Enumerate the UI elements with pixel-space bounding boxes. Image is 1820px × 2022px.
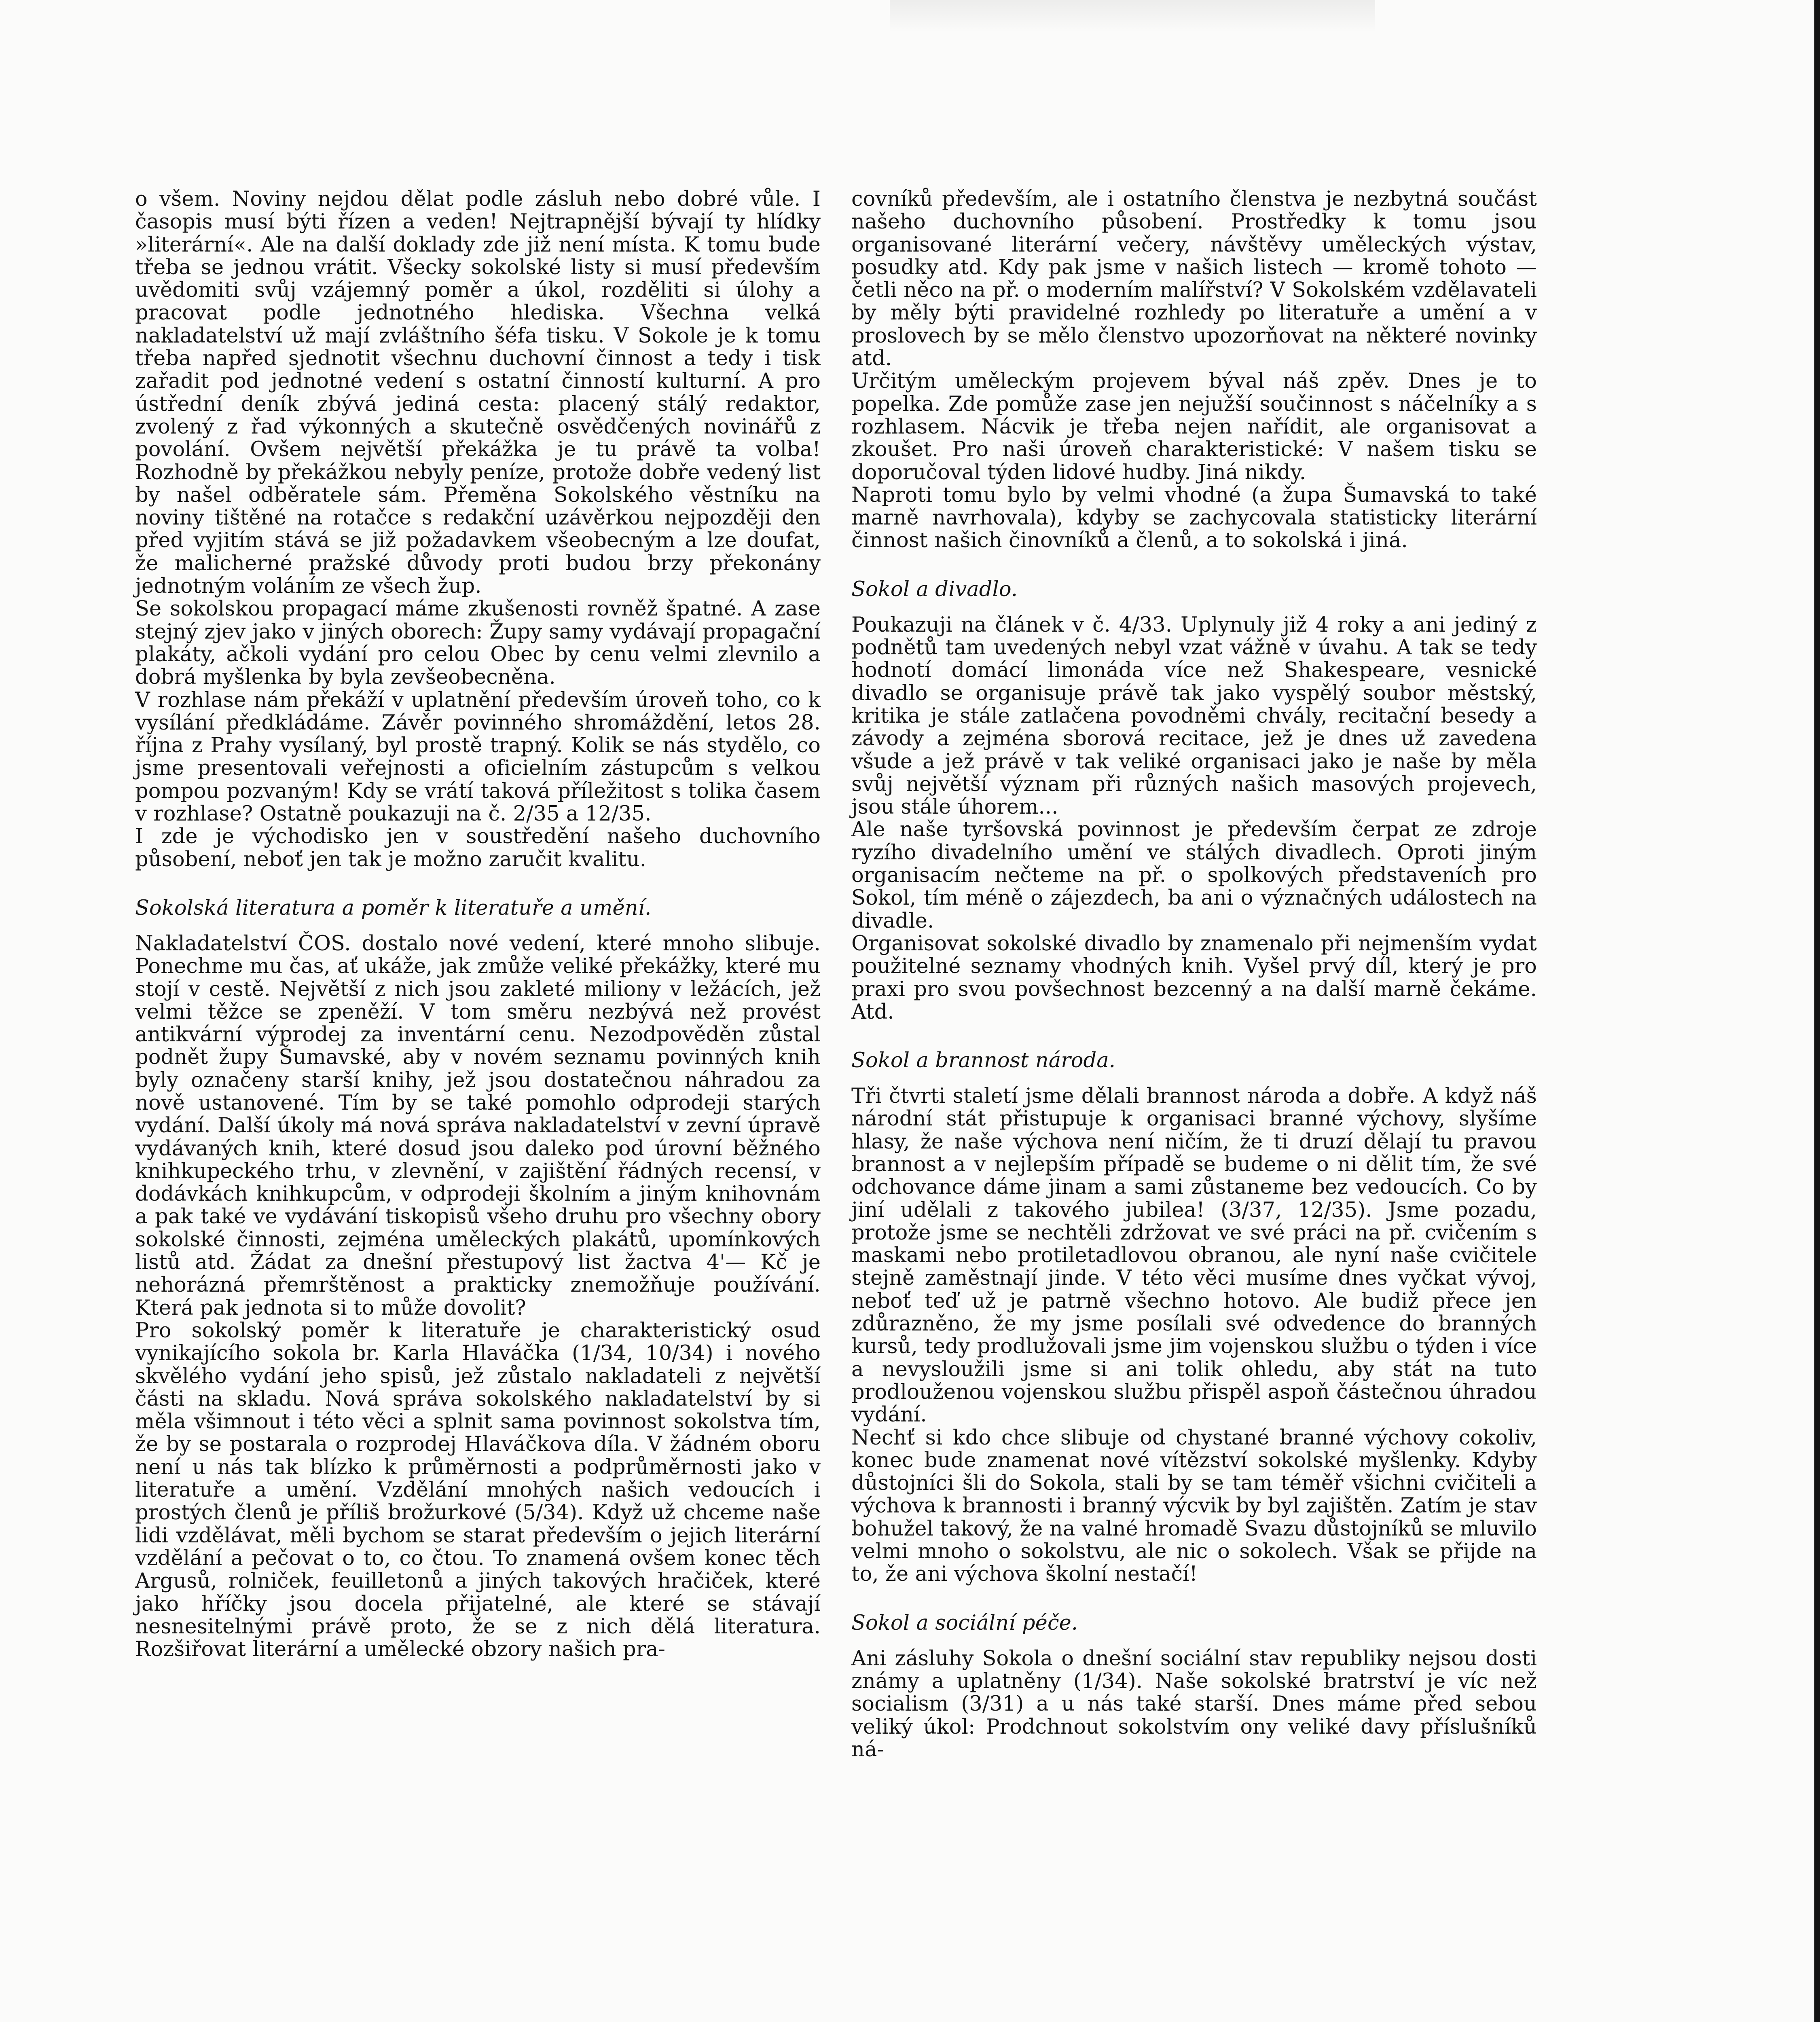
- left-column: [135, 188, 821, 1661]
- section-heading: Sokol a sociální péče.: [851, 1611, 1078, 1635]
- paragraph: o všem. Noviny nejdou dělat podle zásluh nebo dobré vůle. I časopis musí býti řízen a veden! Nejtrapnější bývají ty hlídky »literární«. Ale na další doklady zde již není místa. K tomu bude třeba se jednou vrátit. Všecky sokolské listy si musí především uvědomiti svůj vzájemný poměr a úkol, rozděliti si úlohy a pracovat podle jednotného hlediska. Všechna velká nakladatelství už mají zvláštního šéfa tisku. V Sokole je k tomu třeba napřed sjednotit všechnu duchovní činnost a tedy i tisk zařadit pod jednotné vedení s ostatní činností kulturní. A pro ústřední deník zbývá jediná cesta: placený stálý redaktor, zvolený z řad výkonných a skutečně osvědčených novinářů z povolání. Ovšem největší překážka je tu právě ta volba! Rozhodně by překážkou nebyly peníze, protože dobře vedený list by našel odběratele sám. Přeměna Sokolského věstníku na noviny tištěné na rotačce s redakční uzávěrkou nejpozději den před vyjitím stává se již požadavkem všeobecným a lze doufat, že malicherné pražské důvody proti budou brzy překonány jednotným voláním ze všech žup.: [135, 187, 821, 599]
- paragraph: Nakladatelství ČOS. dostalo nové vedení, které mnoho slibuje. Ponechme mu čas, ať ukáže, jak zmůže veliké překážky, které mu stojí v cestě. Největší z nich jsou zakleté miliony v ležácích, jež velmi těžce se zpeněží. V tom směru nezbývá než provést antikvární výprodej za inventární cenu. Nezodpověděn zůstal podnět župy Šumavské, aby v novém seznamu povinných knih byly označeny starší knihy, jež jsou dostatečnou náhradou za nově ustanovené. Tím by se také pomohlo odprodeji starých vydání. Další úkoly má nová správa nakladatelství v zevní úpravě vydávaných knih, které dosud jsou daleko pod úrovní běžného knihkupeckého trhu, v zlevnění, v zajištění řádných recensí, v dodávkách knihkupcům, v odprodeji školním a jiným knihovnám a pak také ve vydávání tiskopisů všeho druhu pro všechny obory sokolské činnosti, zejména uměleckých plakátů, upomínkových listů atd. Žádat za dnešní přestupový list žactva 4'— Kč je nehorázná přemrštěnost a prakticky znemožňuje používání. Která pak jednota si to může dovolit?: [135, 931, 821, 1320]
- paragraph: I zde je východisko jen v soustředění našeho duchovního působení, neboť jen tak je možno zaručit kvalitu.: [135, 825, 821, 871]
- paragraph: Určitým uměleckým projevem býval náš zpěv. Dnes je to popelka. Zde pomůže zase jen nejužší součinnost s náčelníky a s rozhlasem. Nácvik je třeba nejen nařídit, ale organisovat a zkoušet. Pro naši úroveň charakteristické: V našem tisku se doporučoval týden lidové hudby. Jiná nikdy.: [851, 369, 1537, 484]
- paragraph: Tři čtvrti staletí jsme dělali brannost národa a dobře. A když náš národní stát přistupuje k organisaci branné výchovy, slyšíme hlasy, že naše výchova není ničím, že ti druzí dělají tu pravou brannost a v nejlepším případě se budeme o ni dělit tím, že své odchovance dáme jinam a sami zůstaneme bez vedoucích. Co by jiní udělali z takového jubilea! (3/37, 12/35). Jsme pozadu, protože jsme se nechtěli zdržovat ve své práci na př. cvičením s maskami nebo protiletadlovou obranou, ale nyní naše cvičitele stejně zaměstnají jinde. V této věci musíme dnes vyčkat vývoj, neboť teď už je patrně všechno hotovo. Ale budiž přece jen zdůrazněno, že my jsme posílali své odvedence do branných kursů, tedy prodlužovali jsme jim vojenskou službu o týden i více a nevysloužili jsme si ani tolik ohledu, aby stát na tuto prodlouženou vojenskou službu přispěl aspoň částečnou úhradou vydání.: [851, 1084, 1537, 1427]
- paragraph: Pro sokolský poměr k literatuře je charakteristický osud vynikajícího sokola br. Karla Hlaváčka (1/34, 10/34) i nového skvělého vydání jeho spisů, jež zůstalo nakladateli z největší části na skladu. Nová správa sokolského nakladatelství by si měla všimnout i této věci a splnit sama povinnost sokolstva tím, že by se postarala o rozprodej Hlaváčkova díla. V žádném oboru není u nás tak blízko k průměrnosti a podprůměrnosti jako v literatuře a umění. Vzdělání mnohých našich vedoucích i prostých členů je příliš brožurkové (5/34). Když už chceme naše lidi vzdělávat, měli bychom se starat především o jejich literární vzdělání a pečovat o to, co čtou. To znamená ovšem konec těch Argusů, rolniček, feuilletonů a jiných takových hračiček, které jako hříčky jsou docela přijatelné, ale které se stávají nesnesitelnými právě proto, že se z nich dělá literatura. Rozšiřovat literární a umělecké obzory našich pra-: [135, 1318, 821, 1662]
- paragraph: V rozhlase nám překáží v uplatnění především úroveň toho, co k vysílání předkládáme. Závěr povinného shromáždění, letos 28. října z Prahy vysílaný, byl prostě trapný. Kolik se nás stydělo, co jsme presentovali veřejnosti a oficielním zástupcům s velkou pompou pozvaným! Kdy se vrátí taková příležitost s tolika časem v rozhlase? Ostatně poukazuji na č. 2/35 a 12/35.: [135, 688, 821, 826]
- section-gap: [135, 871, 821, 897]
- section-heading: Sokol a divadlo.: [851, 577, 1018, 601]
- scan-shadow: [890, 0, 1375, 32]
- paragraph: Poukazuji na článek v č. 4/33. Uplynuly již 4 roky a ani jediný z podnětů tam uvedených nebyl vzat vážně v úvahu. A tak se tedy hodnotí domácí limonáda více než Shakespeare, vesnické divadlo se organisuje právě tak jako vyspělý soubor městský, kritika je stále zatlačena povodněmi chvály, recitační besedy a závody a zejména sborová recitace, jež je dnes už zavedena všude a jež právě v tak veliké organisaci jako je naše by měla svůj největší význam při různých našich masových projevech, jsou stále úhorem...: [851, 613, 1537, 819]
- section-heading: Sokol a brannost národa.: [851, 1049, 1116, 1073]
- paragraph: Ani zásluhy Sokola o dnešní sociální stav republiky nejsou dosti známy a uplatněny (1/34). Naše sokolské bratrství je víc než socialism (3/31) a u nás také starší. Dnes máme před sebou veliký úkol: Prodchnout sokolstvím ony veliké davy příslušníků ná-: [851, 1646, 1537, 1762]
- paragraph: covníků především, ale i ostatního členstva je nezbytná součást našeho duchovního působení. Prostředky k tomu jsou organisované literární večery, návštěvy uměleckých výstav, posudky atd. Kdy pak jsme v našich listech — kromě tohoto — četli něco na př. o moderním malířství? V Sokolském vzdělavateli by měly býti pravidelné rozhledy po literatuře a umění a v proslovech by se mělo členstvo upozorňovat na některé novinky atd.: [851, 187, 1537, 371]
- paragraph: Organisovat sokolské divadlo by znamenalo při nejmenším vydat použitelné seznamy vhodných knih. Vyšel prvý díl, který je pro praxi pro svou povšechnost bezcenný a na další marně čekáme. Atd.: [851, 931, 1537, 1024]
- section-heading: Sokolská literatura a poměr k literatuře a umění.: [135, 896, 652, 920]
- paragraph: Naproti tomu bylo by velmi vhodné (a župa Šumavská to také marně navrhovala), kdyby se zachycovala statisticky literární činnost našich činovníků a členů, a to sokolská i jiná.: [851, 483, 1537, 553]
- heading-gap: [851, 1072, 1537, 1085]
- heading-gap: [851, 601, 1537, 614]
- paragraph: Ale naše tyršovská povinnost je především čerpat ze zdroje ryzího divadelního umění ve stálých divadlech. Oproti jiným organisacím nečteme na př. o spolkových představeních pro Sokol, tím méně o zájezdech, ba ani o význačných událostech na divadle.: [851, 818, 1537, 933]
- paragraph: Nechť si kdo chce slibuje od chystané branné výchovy cokoliv, konec bude znamenat nové vítězství sokolské myšlenky. Kdyby důstojníci šli do Sokola, stali by se tam téměř všichni cvičiteli a výchova k brannosti i branný výcvik by byl zajištěn. Zatím je stav bohužel takový, že na valné hromadě Svazu důstojníků se mluvilo velmi mnoho o sokolstvu, ale nic o sokolech. Však se přijde na to, že ani výchova školní nestačí!: [851, 1426, 1537, 1586]
- section-gap: [851, 1024, 1537, 1049]
- right-column: [851, 188, 1537, 1761]
- section-gap: [851, 1586, 1537, 1612]
- heading-gap: [135, 920, 821, 933]
- scan-edge: [1814, 0, 1820, 2022]
- section-gap: [851, 552, 1537, 578]
- heading-gap: [851, 1635, 1537, 1648]
- paragraph: Se sokolskou propagací máme zkušenosti rovněž špatné. A zase stejný zjev jako v jiných oborech: Župy samy vydávají propagační plakáty, ačkoli vydání pro celou Obec by cenu velmi zlevnilo a dobrá myšlenka by byla zevšeobecněna.: [135, 597, 821, 690]
